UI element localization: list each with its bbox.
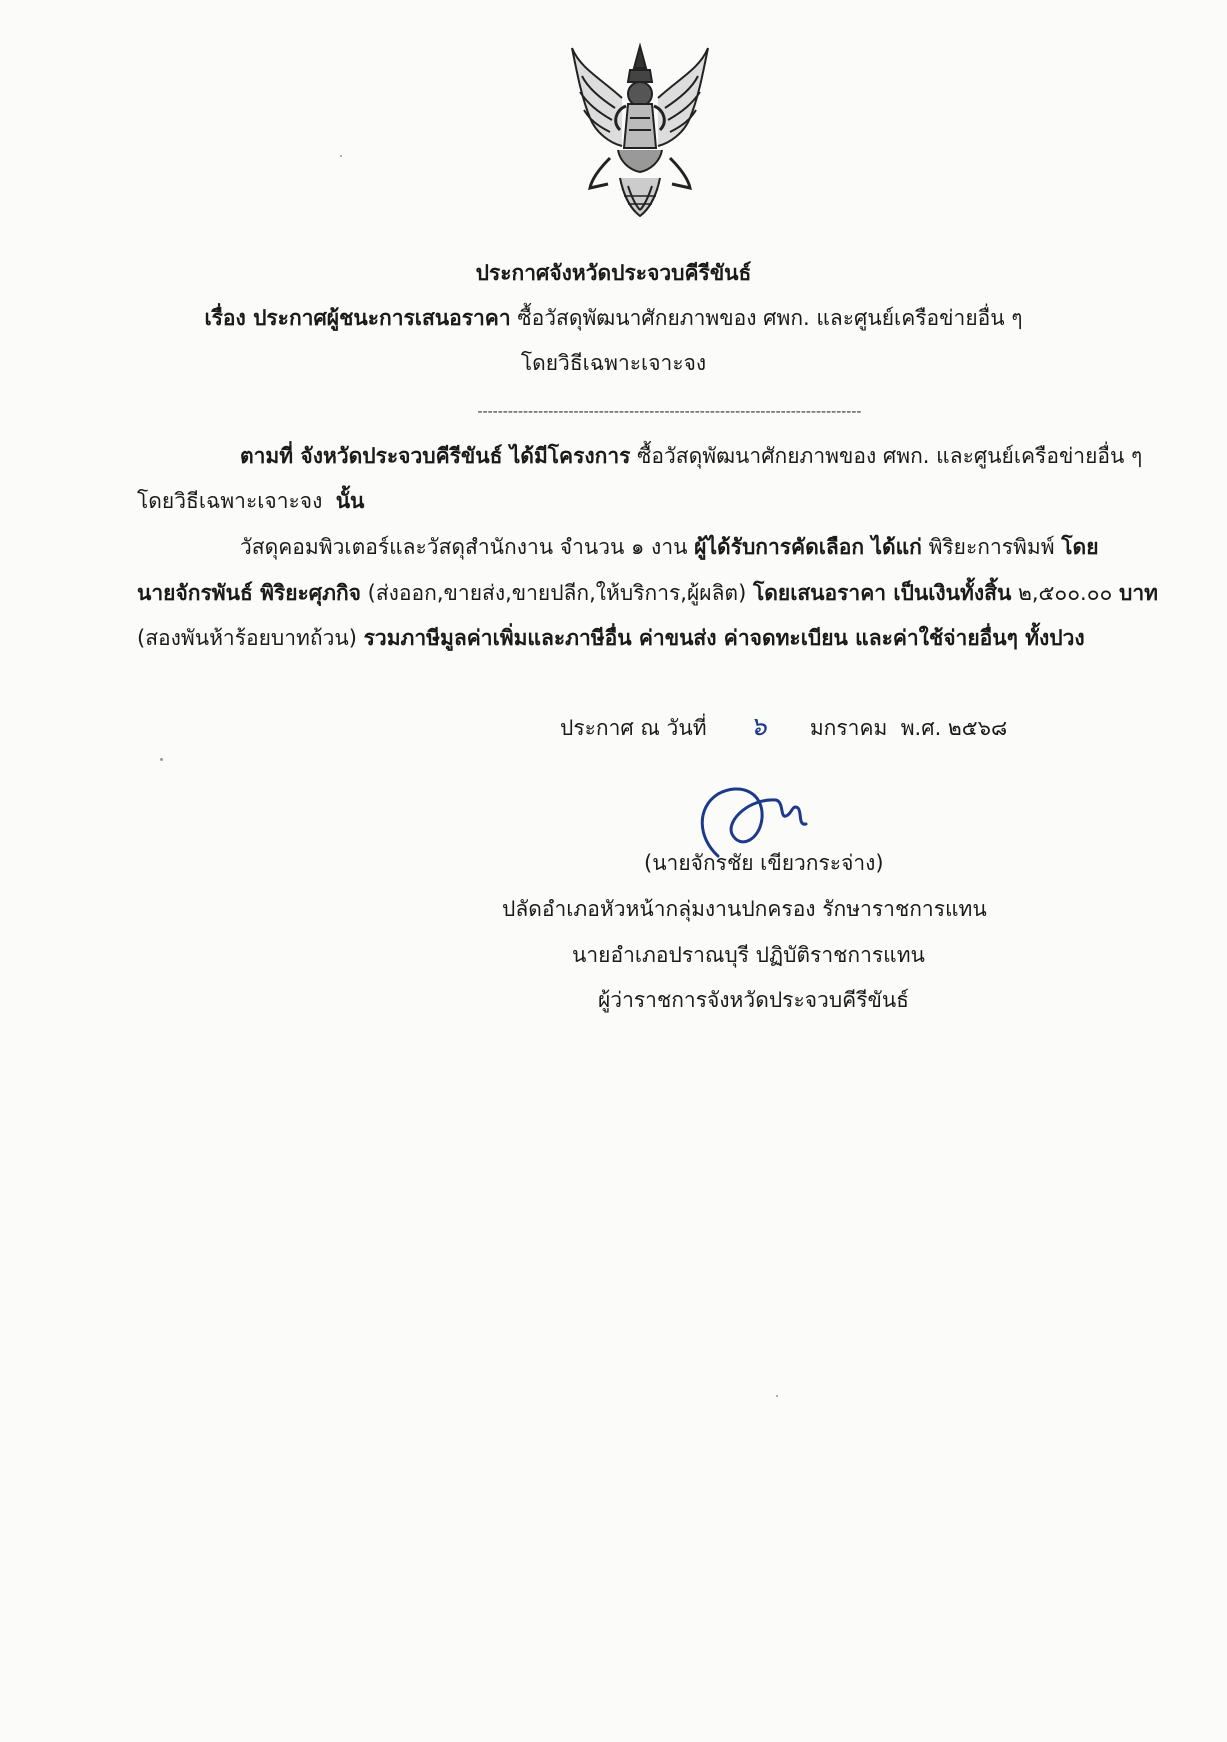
- p2-includes: รวมภาษีมูลค่าเพิ่มและภาษีอื่น ค่าขนส่ง ค่าจดทะเบียน และค่าใช้จ่ายอื่นๆ ทั้งปวง: [363, 626, 1085, 650]
- p1-method: โดยวิธีเฉพาะเจาะจง: [137, 489, 323, 513]
- paragraph-2-line-1: [240, 532, 1099, 562]
- p2-owner: นายจักรพันธ์ พิริยะศุภกิจ: [137, 581, 361, 605]
- p1-project: ซื้อวัสดุพัฒนาศักยภาพของ ศพก. และศูนย์เครือข่ายอื่น ๆ: [637, 444, 1143, 468]
- signer-name: (นายจักรชัย เขียวกระจ่าง): [644, 851, 884, 875]
- paragraph-1-line-2: [137, 486, 364, 516]
- signer-position-2: นายอำเภอปราณบุรี ปฏิบัติราชการแทน: [572, 943, 925, 967]
- paragraph-2-line-3: [137, 623, 1085, 653]
- paragraph-2-line-2: [137, 578, 1158, 608]
- p2-offer-label: โดยเสนอราคา เป็นเงินทั้งสิ้น: [752, 581, 1012, 605]
- document-title: ประกาศจังหวัดประจวบคีรีขันธ์: [475, 261, 752, 285]
- p2-currency: บาท: [1119, 581, 1158, 605]
- subject-line-2: โดยวิธีเฉพาะเจาะจง: [520, 351, 707, 375]
- paper-speck: [776, 1395, 778, 1397]
- paper-speck: [160, 758, 163, 761]
- p1-end: นั้น: [335, 489, 365, 513]
- p2-selected-label: ผู้ได้รับการคัดเลือก ได้แก่: [694, 535, 922, 559]
- signer-position-1: ปลัดอำเภอหัวหน้ากลุ่มงานปกครอง รักษาราชการแทน: [502, 897, 987, 921]
- paper-speck: [340, 155, 342, 157]
- date-year: พ.ศ. ๒๕๖๘: [900, 716, 1008, 740]
- p2-item: วัสดุคอมพิวเตอร์และวัสดุสำนักงาน จำนวน ๑ งาน: [240, 535, 688, 559]
- date-month: มกราคม: [809, 716, 888, 740]
- p2-vendor: พิริยะการพิมพ์: [928, 535, 1055, 559]
- p2-amount: ๒,๕๐๐.๐๐: [1017, 581, 1113, 605]
- p2-amount-words: (สองพันห้าร้อยบาทถ้วน): [137, 626, 357, 650]
- paragraph-1-line-1: [240, 441, 1142, 471]
- subject-text: ซื้อวัสดุพัฒนาศักยภาพของ ศพก. และศูนย์เครือข่ายอื่น ๆ: [517, 306, 1023, 330]
- p2-by: โดย: [1061, 535, 1099, 559]
- announcement-date: [560, 712, 1007, 743]
- p1-lead: ตามที่ จังหวัดประจวบคีรีขันธ์ ได้มีโครงการ: [240, 444, 631, 468]
- separator-line: ----------------------------------------------------------------------------: [477, 404, 862, 420]
- p2-business-type: (ส่งออก,ขายส่ง,ขายปลีก,ให้บริการ,ผู้ผลิต): [367, 581, 747, 605]
- date-day: ๖: [749, 712, 767, 742]
- subject-label: เรื่อง ประกาศผู้ชนะการเสนอราคา: [204, 306, 511, 330]
- garuda-emblem-icon: [560, 38, 720, 228]
- signer-position-3: ผู้ว่าราชการจังหวัดประจวบคีรีขันธ์: [598, 988, 910, 1012]
- date-label: ประกาศ ณ วันที่: [560, 716, 707, 740]
- subject-line: [0, 303, 1227, 333]
